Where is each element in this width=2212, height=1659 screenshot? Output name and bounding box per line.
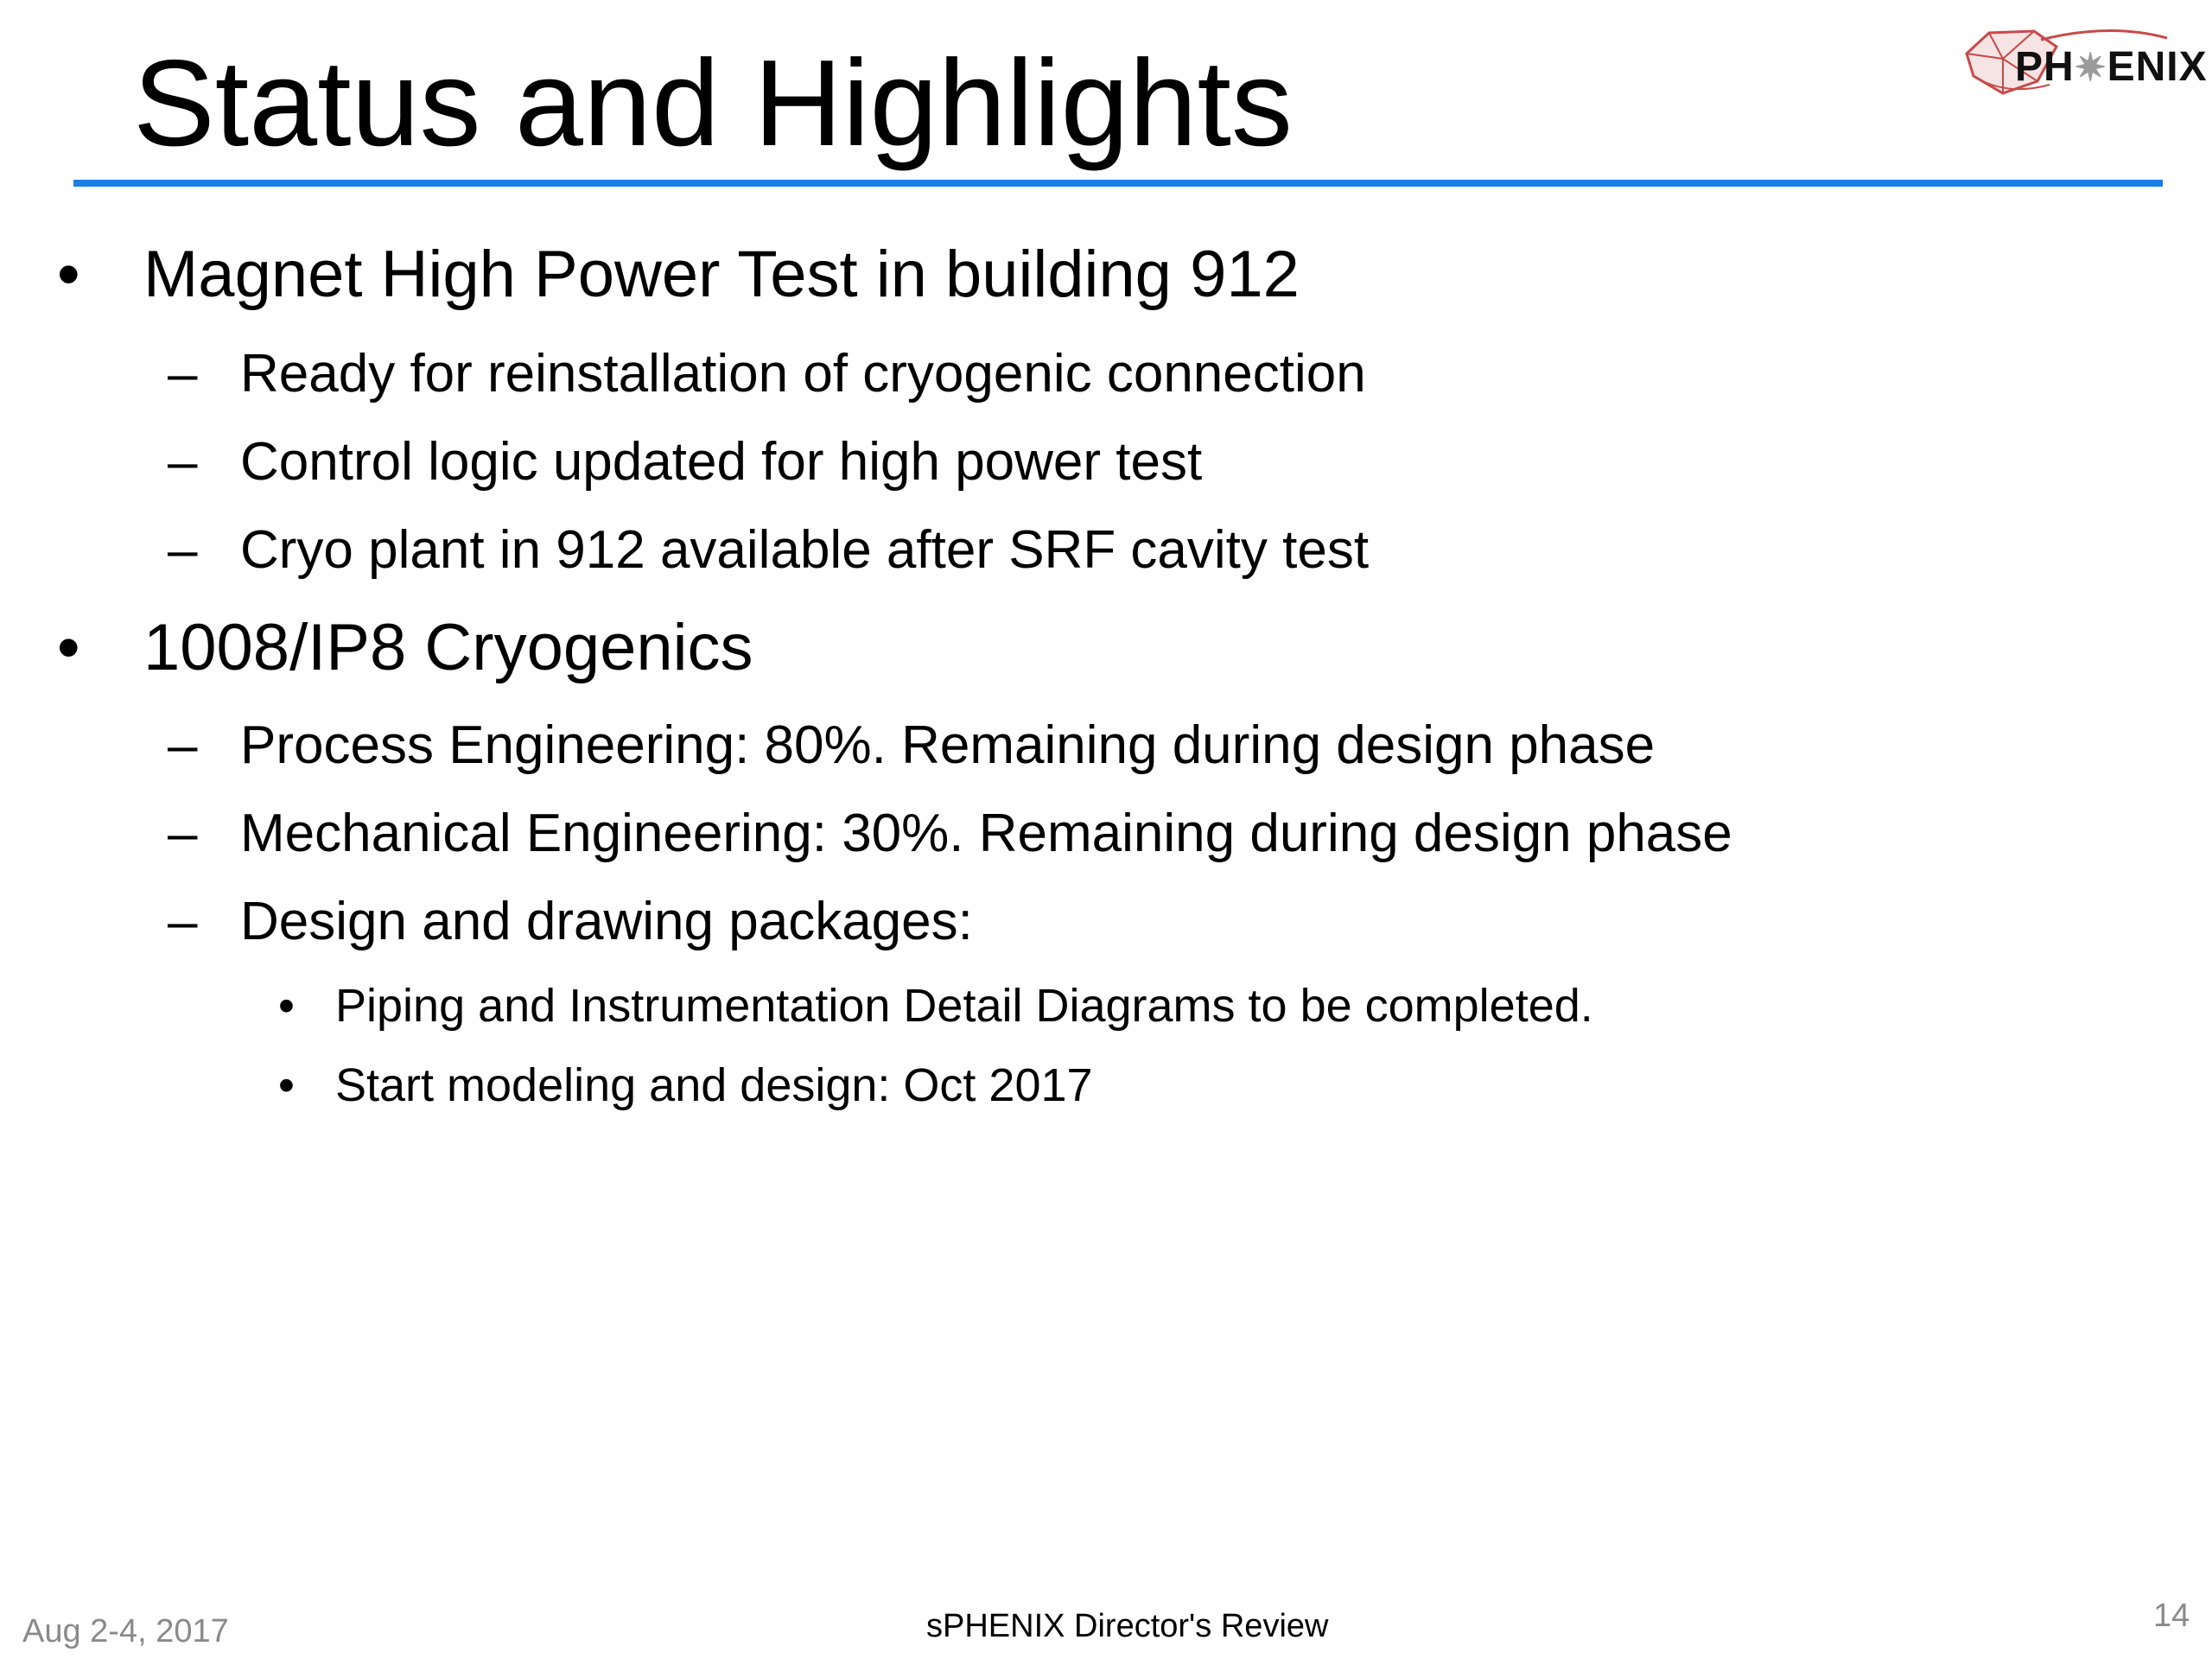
sun-icon: ✷ bbox=[2074, 47, 2107, 89]
dash-marker: – bbox=[168, 892, 198, 951]
dash-marker: – bbox=[168, 804, 198, 863]
sub-sub-bullet-piping-diagrams bbox=[278, 975, 1593, 1037]
sub-bullet-text: Process Engineering: 80%. Remaining during design phase bbox=[240, 715, 1656, 775]
logo-text-left: PH bbox=[2015, 44, 2075, 90]
sub-bullet-text: Ready for reinstallation of cryogenic connection bbox=[240, 344, 1366, 404]
bullet-text: 1008/IP8 Cryogenics bbox=[143, 611, 753, 684]
sub-bullet-reinstallation bbox=[168, 339, 1366, 410]
bullet-cryogenics bbox=[57, 605, 753, 691]
footer-date: Aug 2-4, 2017 bbox=[22, 1613, 229, 1649]
sub-bullet-text: Mechanical Engineering: 30%. Remaining during design phase bbox=[240, 804, 1732, 863]
sub-sub-bullet-text: Piping and Instrumentation Detail Diagrams to be completed. bbox=[335, 980, 1593, 1032]
sub-bullet-process-engineering bbox=[168, 710, 1656, 781]
footer-title: sPHENIX Director's Review bbox=[926, 1608, 1329, 1644]
dash-marker: – bbox=[168, 432, 198, 492]
slide-title: Status and Highlights bbox=[133, 35, 1293, 172]
sub-bullet-mechanical-engineering bbox=[168, 798, 1732, 869]
sub-bullet-control-logic bbox=[168, 427, 1203, 498]
sub-sub-bullet-text: Start modeling and design: Oct 2017 bbox=[335, 1059, 1093, 1111]
sub-bullet-cryo-plant bbox=[168, 515, 1370, 586]
bullet-marker: • bbox=[278, 980, 295, 1032]
sub-sub-bullet-start-modeling bbox=[278, 1054, 1093, 1116]
bullet-text: Magnet High Power Test in building 912 bbox=[143, 238, 1300, 311]
sub-bullet-text: Control logic updated for high power test bbox=[240, 432, 1203, 492]
page-number: 14 bbox=[2153, 1598, 2190, 1634]
bullet-magnet-test bbox=[57, 232, 1300, 318]
sub-bullet-design-packages bbox=[168, 887, 973, 957]
dash-marker: – bbox=[168, 715, 198, 775]
bullet-marker: • bbox=[278, 1059, 295, 1111]
dash-marker: – bbox=[168, 520, 198, 580]
sub-bullet-text: Cryo plant in 912 available after SRF cavity test bbox=[240, 520, 1370, 580]
logo-text-right: ENIX bbox=[2107, 44, 2208, 90]
dash-marker: – bbox=[168, 344, 198, 404]
bullet-marker: • bbox=[57, 238, 80, 311]
sub-bullet-text: Design and drawing packages: bbox=[240, 892, 973, 951]
bullet-marker: • bbox=[57, 611, 80, 684]
